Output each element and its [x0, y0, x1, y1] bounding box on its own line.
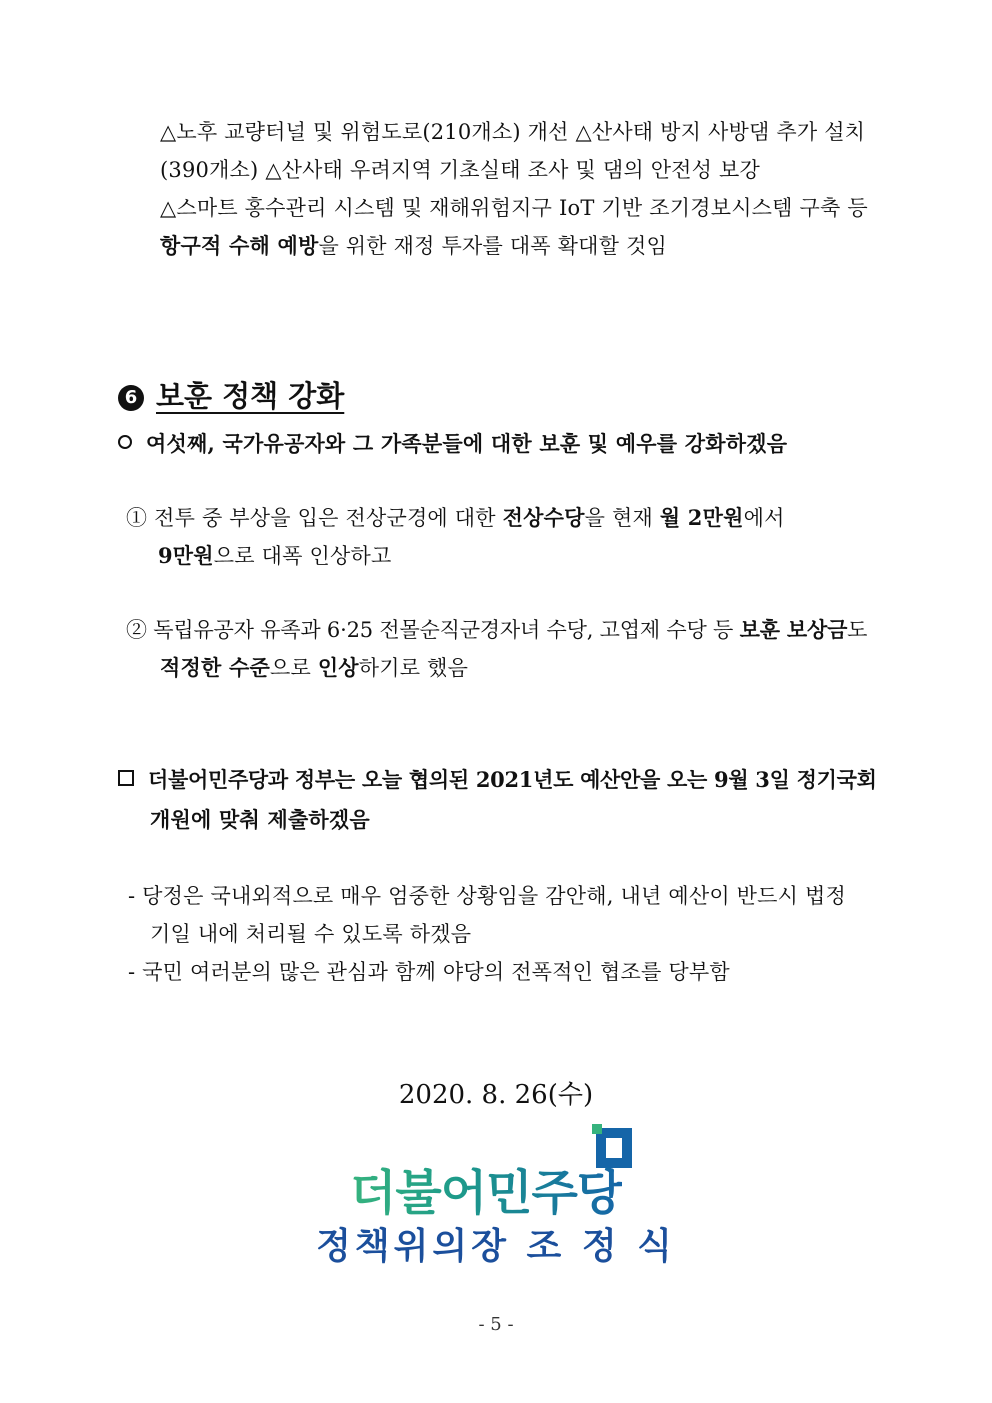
list-item-continuation — [158, 540, 391, 570]
section-number-badge: 6 — [118, 385, 144, 411]
section-heading — [118, 374, 344, 415]
item-text: 도 — [847, 618, 868, 642]
summary-line — [118, 764, 877, 794]
emphasis-text: 전상수당 — [502, 505, 585, 530]
document-date: 2020. 8. 26(수) — [398, 1080, 594, 1110]
emphasis-text: 보훈 보상금 — [739, 617, 848, 642]
emphasis-text: 9만원 — [158, 543, 214, 568]
item-text: 독립유공자 유족과 6·25 전몰순직군경자녀 수당, 고엽제 수당 등 — [153, 618, 740, 642]
party-logo-text: 더불어민주당 — [350, 1154, 622, 1223]
paragraph-line: △노후 교량터널 및 위험도로(210개소) 개선 △산사태 방지 사방댐 추가 설치 — [160, 120, 866, 144]
item-text: 에서 — [743, 506, 785, 530]
dash-item: - 당정은 국내외적으로 매우 엄중한 상황임을 감안해, 내년 예산이 반드시 법정 — [128, 884, 846, 908]
paragraph-text: 을 위한 재정 투자를 대폭 확대할 것임 — [318, 234, 667, 258]
item-text: 으로 — [269, 656, 318, 680]
section-title: 보훈 정책 강화 — [156, 379, 345, 413]
item-text: 하기로 했음 — [358, 656, 469, 680]
item-text: 전투 중 부상을 입은 전상군경에 대한 — [154, 506, 503, 530]
list-item — [126, 502, 785, 532]
summary-text: 더불어민주당과 정부는 오늘 협의된 2021년도 예산안을 오는 9월 3일 정기국회 — [148, 767, 877, 792]
party-logo — [350, 1124, 650, 1221]
item-marker: ① — [126, 506, 148, 530]
emphasis-text: 인상 — [317, 655, 359, 680]
item-text: 으로 대폭 인상하고 — [213, 544, 392, 568]
paragraph-line: △스마트 홍수관리 시스템 및 재해위험지구 IoT 기반 조기경보시스템 구축 등 — [160, 196, 868, 220]
section-intro — [118, 428, 787, 458]
section-intro-text: 여섯째, 국가유공자와 그 가족분들에 대한 보훈 및 예우를 강화하겠음 — [146, 431, 788, 456]
list-item — [126, 614, 867, 644]
emphasis-text: 적정한 수준 — [160, 655, 270, 680]
summary-line: 개원에 맞춰 제출하겠음 — [150, 807, 370, 832]
item-text: 을 현재 — [584, 506, 660, 530]
signature: 정책위의장 조 정 식 — [316, 1226, 676, 1267]
paragraph-line — [160, 230, 667, 260]
dash-item: - 국민 여러분의 많은 관심과 함께 야당의 전폭적인 협조를 당부함 — [128, 960, 730, 984]
emphasis-text: 월 2만원 — [659, 505, 744, 530]
dash-item-continuation: 기일 내에 처리될 수 있도록 하겠음 — [150, 922, 472, 946]
page-number: - 5 - — [478, 1314, 514, 1335]
item-marker: ② — [126, 618, 147, 642]
square-bullet-icon — [118, 770, 134, 786]
paragraph-line: (390개소) △산사태 우려지역 기초실태 조사 및 댐의 안전성 보강 — [160, 158, 760, 182]
emphasis-text: 항구적 수해 예방 — [160, 233, 319, 258]
circle-bullet-icon — [118, 435, 132, 449]
list-item-continuation — [160, 652, 468, 682]
